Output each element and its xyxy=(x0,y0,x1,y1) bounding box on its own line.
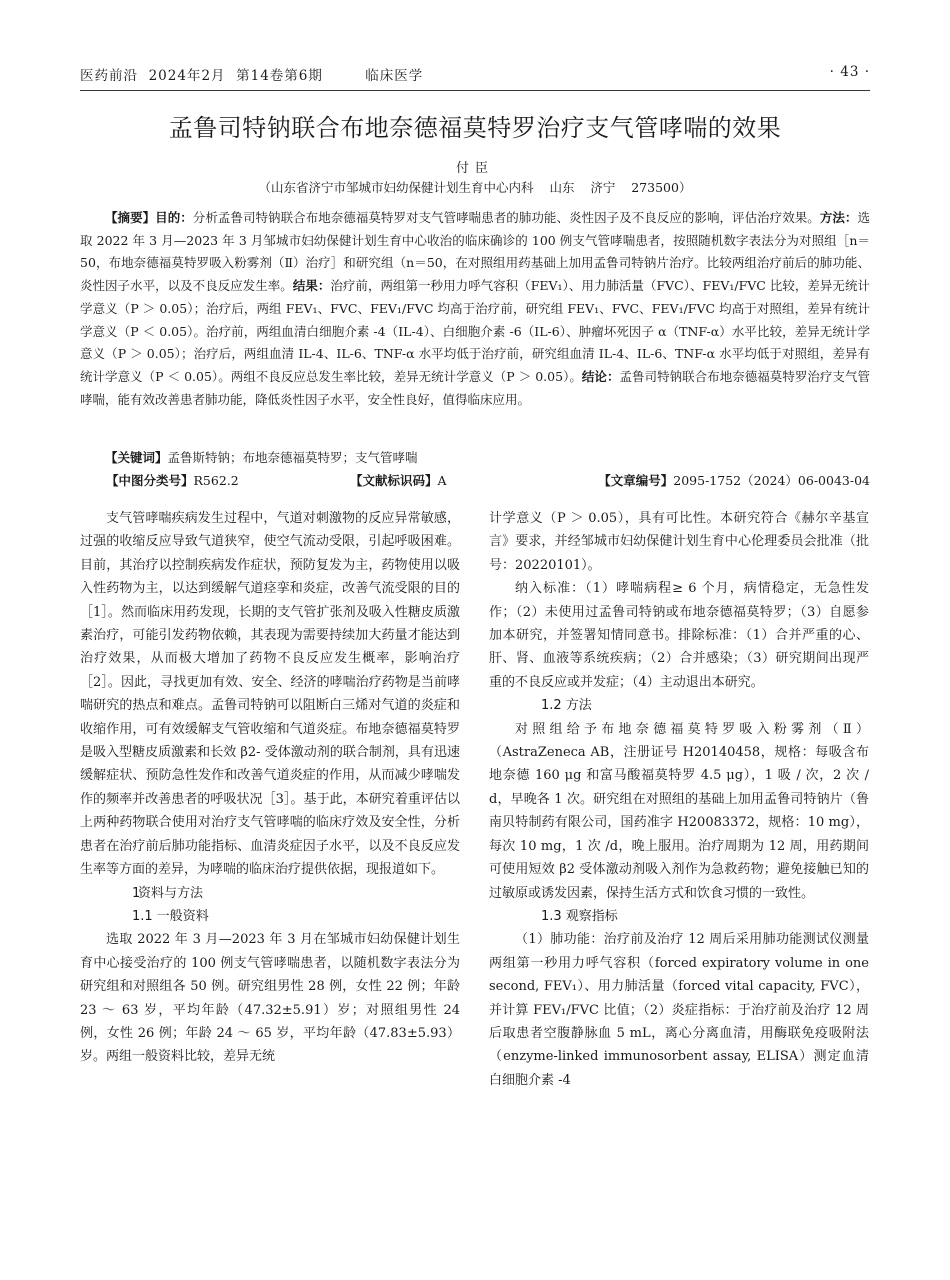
section-heading-1-2: 1.2 方法 xyxy=(541,698,592,714)
section-heading-1-1: 1.1 一般资料 xyxy=(132,908,209,924)
journal-info: 医药前沿 2024年2月 第14卷第6期 临床医学 xyxy=(80,68,424,84)
abstract xyxy=(80,207,870,411)
indicators-paragraph: （1）肺功能：治疗前及治疗 12 周后采用肺功能测试仪测量两组第一秒用力呼气容积（forced expiratory volume in one second, FEV₁）、用力肺活量（forced vital capacity, FVC），并计算 FEV₁/FVC 比值；（2）炎症指标：于治疗前及治疗 12 周后取患者空腹静脉血 5 mL，离心分离血清，用酶联免疫吸附法（enzyme-linked immunosorbent assay, ELISA）测定血清白细胞介素 -4 xyxy=(489,932,869,1088)
running-header xyxy=(80,64,870,86)
keywords xyxy=(80,448,870,466)
method-label: 方法： xyxy=(819,210,858,225)
document-code: 【文献标识码】A xyxy=(350,473,447,488)
author: 付臣 xyxy=(455,161,494,176)
general-data-paragraph: 选取 2022 年 3 月—2023 年 3 月在邹城市妇幼保健计划生育中心接受治疗的 100 例支气管哮喘患者，以随机数字表法分为研究组和对照组各 50 例。研究组男性 28 例，女性 22 例；年龄 23 ～ 63 岁，平均年龄（47.32±5.91）岁；对照组男性 24 例，女性 26 例；年龄 24 ～ 65 岁，平均年龄（47.83±5.93）岁。两组一般资料比较，差异无统 xyxy=(80,932,460,1065)
intro-paragraph: 支气管哮喘疾病发生过程中，气道对刺激物的反应异常敏感，过强的收缩反应导致气道狭窄，使空气流动受限，引起呼吸困难。目前，其治疗以控制疾病发作症状，预防复发为主，药物使用以吸入性药物为主，以达到缓解气道痉挛和炎症，改善气流受限的目的［1］。然而临床用药发现，长期的支气管扩张剂及吸入性糖皮质激素治疗，可能引发药物依赖，其表现为需要持续加大药量才能达到治疗效果，从而极大增加了药物不良反应发生概率，影响治疗［2］。因此，寻找更加有效、安全、经济的哮喘治疗药物是当前哮喘研究的热点和难点。孟鲁司特钠可以阻断白三烯对气道的炎症和收缩作用，可有效缓解支气管收缩和气道炎症。布地奈德福莫特罗是吸入型糖皮质激素和长效 β2- 受体激动剂的联合制剂，具有迅速缓解症状、预防急性发作和改善气道炎症的作用，从而减少哮喘发作的频率并改善患者的呼吸状况［3］。基于此，本研究着重评估以上两种药物联合使用对治疗支气管哮喘的临床疗效及安全性，分析患者在治疗前后肺功能指标、血清炎症因子水平，以及不良反应发生率等方面的差异，为哮喘的临床治疗提供依据，现报道如下。 xyxy=(80,511,460,878)
right-column xyxy=(489,507,869,1092)
section-heading-1-3: 1.3 观察指标 xyxy=(541,908,618,924)
method-text: 选取 2022 年 3 月—2023 年 3 月邹城市妇幼保健计划生育中心收治的临床确诊的 100 例支气管哮喘患者，按照随机数字表法分为对照组［n＝50，布地奈德福莫特罗吸入粉雾剂（Ⅱ）治疗］和研究组（n＝50，在对照组用药基础上加用孟鲁司特钠片治疗。比较两组治疗前后的肺功能、炎性因子水平，以及不良反应发生率。 xyxy=(80,210,870,294)
criteria-paragraph: 纳入标准：（1）哮喘病程≥ 6 个月，病情稳定，无急性发作；（2）未使用过孟鲁司特钠或布地奈德福莫特罗；（3）自愿参加本研究，并签署知情同意书。排除标准：（1）合并严重的心、肝、肾、血液等系统疾病；（2）合并感染；（3）研究期间出现严重的不良反应或并发症；（4）主动退出本研究。 xyxy=(489,581,869,690)
affiliation: （山东省济宁市邹城市妇幼保健计划生育中心内科 山东 济宁 273500） xyxy=(258,180,692,195)
purpose-label: 目的： xyxy=(155,210,193,225)
method-paragraph: 对照组给予布地奈德福莫特罗吸入粉雾剂（Ⅱ）（AstraZeneca AB，注册证号 H20140458，规格：每吸含布地奈德 160 μg 和富马酸福莫特罗 4.5 μg），1 吸 / 次，2 次 / d，早晚各 1 次。研究组在对照组的基础上加用孟鲁司特钠片（鲁南贝特制药有限公司，国药准字 H20083372，规格：10 mg），每次 10 mg，1 次 /d，晚上服用。治疗周期为 12 周，用药期间可使用短效 β2 受体激动剂吸入剂作为急救药物；避免接触已知的过敏原或诱发因素，保持生活方式和饮食习惯的一致性。 xyxy=(489,721,869,901)
header-rule xyxy=(80,90,870,91)
left-column xyxy=(80,507,460,1069)
purpose-text: 分析孟鲁司特钠联合布地奈德福莫特罗对支气管哮喘患者的肺功能、炎性因子及不良反应的影响，评估治疗效果。 xyxy=(192,210,820,225)
conclusion-text: 孟鲁司特钠联合布地奈德福莫特罗治疗支气管哮喘，能有效改善患者肺功能，降低炎性因子水平，安全性良好，值得临床应用。 xyxy=(80,368,870,407)
section-heading-1: 1资料与方法 xyxy=(132,885,204,901)
article-number: 【文章编号】2095-1752（2024）06-0043-04 xyxy=(598,473,870,488)
conclusion-label: 结论： xyxy=(581,368,620,384)
comparability-paragraph: 计学意义（P ＞ 0.05），具有可比性。本研究符合《赫尔辛基宣言》要求，并经邹城市妇幼保健计划生育中心伦理委员会批准（批号：20220101）。 xyxy=(489,511,869,573)
keywords-text: 孟鲁斯特钠；布地奈德福莫特罗；支气管哮喘 xyxy=(167,450,418,465)
classification-line xyxy=(80,471,870,493)
article-title: 孟鲁司特钠联合布地奈德福莫特罗治疗支气管哮喘的效果 xyxy=(168,114,782,142)
abstract-label: 【摘要】 xyxy=(105,210,156,225)
clc-code: 【中图分类号】R562.2 xyxy=(106,473,239,488)
result-text: 治疗前，两组第一秒用力呼气容积（FEV₁）、用力肺活量（FVC）、FEV₁/FVC 比较，差异无统计学意义（P ＞ 0.05）；治疗后，两组 FEV₁、FVC、FEV₁/FVC 均高于治疗前，研究组 FEV₁、FVC、FEV₁/FVC 均高于对照组，差异有统计学意义（P ＜ 0.05）。治疗前，两组血清白细胞介素 -4（IL-4）、白细胞介素 -6（IL-6）、肿瘤坏死因子 α（TNF-α）水平比较，差异无统计学意义（P ＞ 0.05）；治疗后，两组血清 IL-4、IL-6、TNF-α 水平均低于治疗前，研究组血清 IL-4、IL-6、TNF-α 水平均低于对照组，差异有统计学意义（P ＜ 0.05）。两组不良反应总发生率比较，差异无统计学意义（P ＞ 0.05）。 xyxy=(80,278,870,384)
keywords-label: 【关键词】 xyxy=(105,450,168,465)
page-number: · 43 · xyxy=(829,64,870,80)
result-label: 结果： xyxy=(292,278,331,294)
